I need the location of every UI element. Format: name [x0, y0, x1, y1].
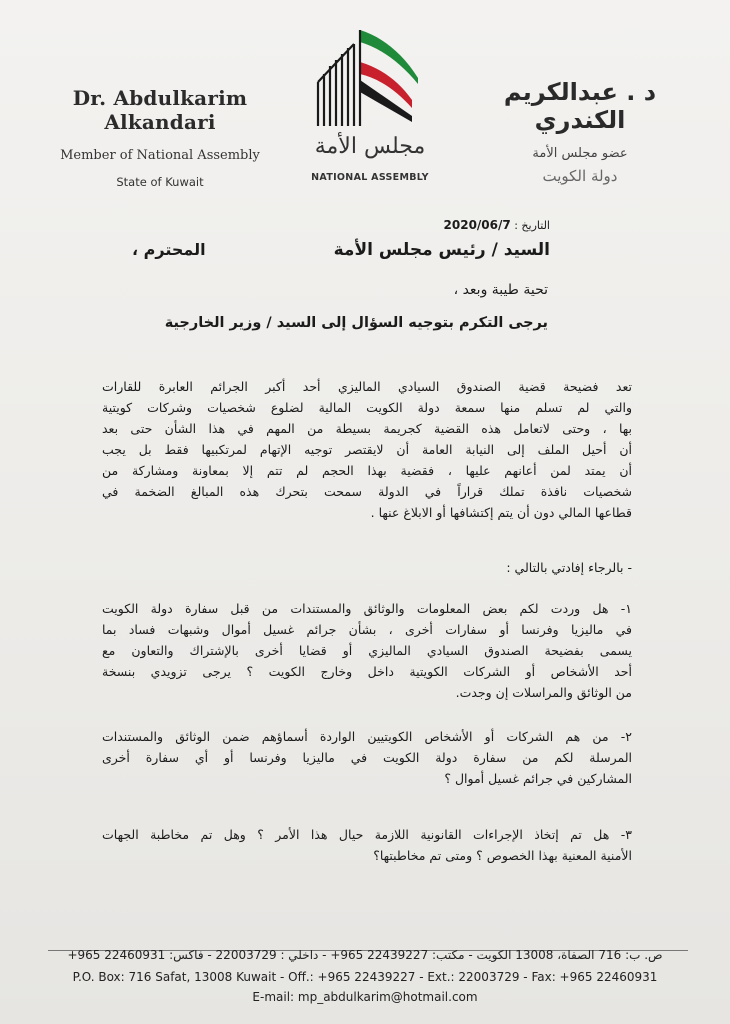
- paragraph-line: تعد فضيحة قضية الصندوق السيادي الماليزي أحد أكبر الجرائم العابرة للقارات: [102, 379, 632, 394]
- question-line: من الوثائق والمراسلات إن وجدت.: [455, 685, 632, 700]
- paragraph-line: والتي لم تسلم منها سمعة دولة الكويت المالية لضلوع شخصيات وشركات كويتية: [102, 400, 632, 415]
- national-assembly-logo: [300, 22, 440, 182]
- header-english: [30, 86, 290, 189]
- question-line: في ماليزيا وفرنسا أو سفارات أخرى ، بشأن جرائم غسيل أموال وشبهات فساد بما: [102, 622, 632, 637]
- date-label: التاريخ :: [514, 219, 550, 232]
- question-line: المرسلة لكم من سفارة دولة الكويت في ماليزيا وفرنسا أو أي سفارة أخرى: [102, 750, 632, 765]
- paragraph-line: أن يمتد لمن أعانهم عليها ، فقضية بهذا الحجم لم تتم إلا بمعاونة ومشاركة من: [102, 463, 632, 478]
- header-arabic: [460, 78, 700, 185]
- body-paragraph: [102, 376, 632, 523]
- honorific: المحترم ،: [132, 240, 206, 259]
- question-line: أحد الأشخاص أو الشركات الكويتية داخل وخارج الكويت ؟ يرجى تزويدي بنسخة: [102, 664, 632, 679]
- paragraph-line: شخصيات نافذة تملك قراراً في الدولة سمحت بتحرك هذه المبالغ الضخمة في: [102, 484, 632, 499]
- question-line: ٢- من هم الشركات أو الأشخاص الكويتيين الواردة أسماؤهم ضمن الوثائق والمستندات: [102, 729, 632, 744]
- question-3: [102, 824, 632, 866]
- member-role-ar: عضو مجلس الأمة: [532, 146, 628, 161]
- member-state-en: State of Kuwait: [116, 175, 204, 189]
- member-role-en: Member of National Assembly: [60, 148, 260, 163]
- question-line: ١- هل وردت لكم بعض المعلومات والوثائق والمستندات من قبل سفارة دولة الكويت: [102, 601, 632, 616]
- request-line: يرجى التكرم بتوجيه السؤال إلى السيد / وزير الخارجية: [164, 315, 548, 331]
- member-name-ar: د . عبدالكريم الكندري: [503, 78, 657, 134]
- footer-address-ar: ص. ب: 716 الصفاة، 13008 الكويت - مكتب: 22439227 965+ - داخلي : 22003729 - فاكس: 22460931 965+: [67, 948, 663, 962]
- greeting: تحية طيبة وبعد ،: [453, 282, 548, 298]
- question-line: المشاركين في جرائم غسيل أموال ؟: [444, 771, 632, 786]
- logo-english-text: NATIONAL ASSEMBLY: [311, 172, 429, 183]
- date-value: 2020/06/7: [443, 218, 511, 232]
- member-name-en: Dr. Abdulkarim Alkandari: [72, 86, 248, 134]
- addressee: السيد / رئيس مجلس الأمة: [333, 240, 550, 260]
- letter-date: [444, 218, 550, 232]
- question-1: [102, 598, 632, 703]
- paragraph-line: قطاعها المالي دون أن يتم إكتشافها أو الابلاغ عنها .: [370, 505, 632, 520]
- question-line: يسمى بفضيحة الصندوق السيادي الماليزي أو قضايا أخرى بالإشتراك والتعاون مع: [102, 643, 632, 658]
- footer-email: E-mail: mp_abdulkarim@hotmail.com: [252, 990, 478, 1004]
- member-state-ar: دولة الكويت: [542, 167, 618, 185]
- question-line: الأمنية المعنية بهذا الخصوص ؟ ومتى تم مخاطبتها؟: [373, 848, 632, 863]
- logo-arabic-text: مجلس الأمة: [314, 134, 426, 159]
- questions-intro: - بالرجاء إفادتي بالتالي :: [506, 560, 632, 575]
- question-line: ٣- هل تم إتخاذ الإجراءات القانونية اللازمة حيال هذا الأمر ؟ وهل تم مخاطبة الجهات: [102, 827, 632, 842]
- assembly-emblem-icon: [300, 22, 440, 132]
- paragraph-line: بها ، وحتى لاتعامل هذه القضية كجريمة بسيطة من المهم في هذا الشأن حتى بعد: [102, 421, 632, 436]
- footer-address-en: P.O. Box: 716 Safat, 13008 Kuwait - Off.: +965 22439227 - Ext.: 22003729 - Fax: +965 22460931: [72, 970, 658, 984]
- paragraph-line: أن أحيل الملف إلى النيابة العامة أن لايقتصر توجيه الإتهام لمرتكبيها فقط بل يجب: [102, 442, 632, 457]
- question-2: [102, 726, 632, 789]
